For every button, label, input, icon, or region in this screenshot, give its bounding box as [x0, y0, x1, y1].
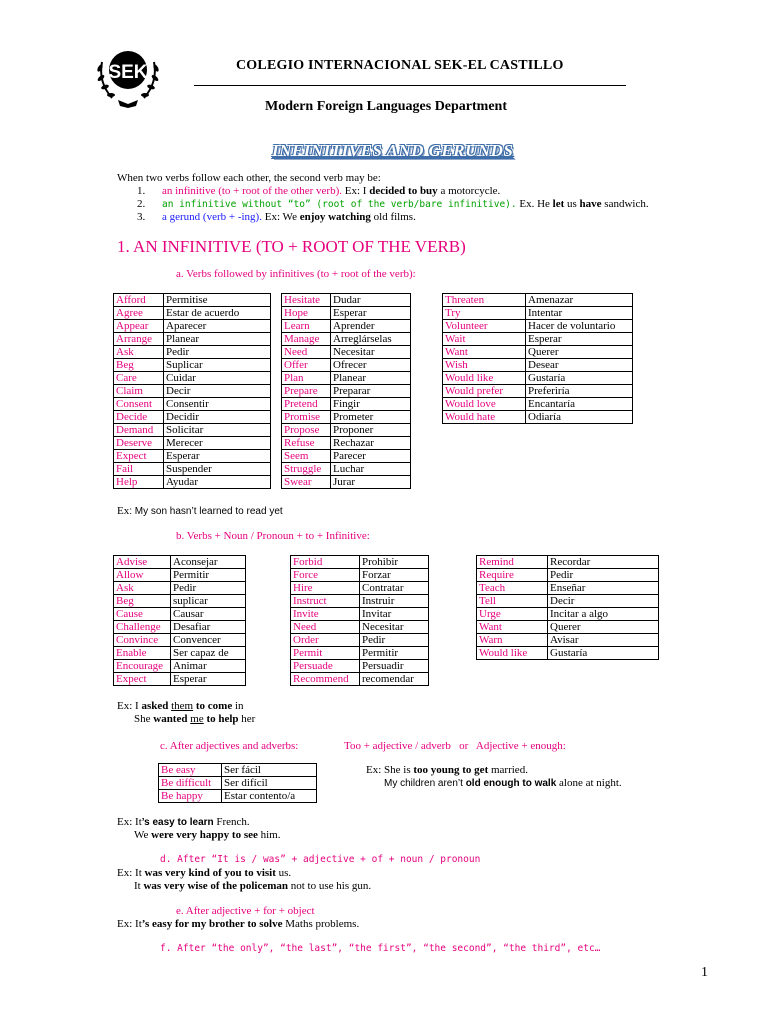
spanish-translation-cell: Luchar [331, 463, 411, 476]
table-row [443, 294, 633, 307]
table-row [443, 398, 633, 411]
spanish-translation-cell: Esperar [164, 450, 271, 463]
spanish-translation-cell: Ofrecer [331, 359, 411, 372]
table-row [114, 294, 271, 307]
spanish-translation-cell: Querer [526, 346, 633, 359]
spanish-translation-cell: Ayudar [164, 476, 271, 489]
table-row [114, 437, 271, 450]
table-row [282, 294, 411, 307]
english-verb-cell: Promise [282, 411, 331, 424]
spanish-translation-cell: Pedir [164, 346, 271, 359]
spanish-translation-cell: Estar contento/a [222, 790, 317, 803]
spanish-translation-cell: Suplicar [164, 359, 271, 372]
spanish-translation-cell: Querer [548, 621, 659, 634]
table-row [159, 764, 317, 777]
spanish-translation-cell: Contratar [360, 582, 429, 595]
table-row [282, 320, 411, 333]
example-c-right-1: Ex: She is too young to get married. [366, 764, 528, 776]
spanish-translation-cell: Intentar [526, 307, 633, 320]
english-verb-cell: Instruct [291, 595, 360, 608]
table-row [291, 556, 429, 569]
english-verb-cell: Be happy [159, 790, 222, 803]
english-verb-cell: Swear [282, 476, 331, 489]
english-verb-cell: Beg [114, 595, 171, 608]
table-row [443, 385, 633, 398]
table-row [443, 346, 633, 359]
spanish-translation-cell: Prohibir [360, 556, 429, 569]
table-row [114, 463, 271, 476]
english-verb-cell: Expect [114, 673, 171, 686]
table-row [443, 333, 633, 346]
english-verb-cell: Decide [114, 411, 164, 424]
verb-table-a3 [442, 293, 633, 424]
table-row [114, 582, 246, 595]
table-row [282, 359, 411, 372]
intro-list [137, 185, 649, 224]
table-row [291, 582, 429, 595]
table-row [477, 621, 659, 634]
english-verb-cell: Learn [282, 320, 331, 333]
english-verb-cell: Cause [114, 608, 171, 621]
spanish-translation-cell: Avisar [548, 634, 659, 647]
english-verb-cell: Hope [282, 307, 331, 320]
english-verb-cell: Forbid [291, 556, 360, 569]
english-verb-cell: Manage [282, 333, 331, 346]
spanish-translation-cell: Desear [526, 359, 633, 372]
spanish-translation-cell: Proponer [331, 424, 411, 437]
english-verb-cell: Agree [114, 307, 164, 320]
spanish-translation-cell: Fingir [331, 398, 411, 411]
subsection-f-label: f. After “the only”, “the last”, “the first”, “the second”, “the third”, etc… [160, 943, 601, 954]
spanish-translation-cell: Desafiar [171, 621, 246, 634]
english-verb-cell: Teach [477, 582, 548, 595]
logo-text: SEK [108, 62, 148, 83]
english-verb-cell: Would prefer [443, 385, 526, 398]
intro-item: 1. an infinitive (to + root of the other verb). Ex: I decided to buy a motorcycle. [137, 185, 501, 197]
spanish-translation-cell: Invitar [360, 608, 429, 621]
spanish-translation-cell: Permitir [360, 647, 429, 660]
english-verb-cell: Hesitate [282, 294, 331, 307]
english-verb-cell: Hire [291, 582, 360, 595]
spanish-translation-cell: Instruir [360, 595, 429, 608]
table-row [159, 790, 317, 803]
spanish-translation-cell: Necesitar [360, 621, 429, 634]
table-row [443, 359, 633, 372]
table-row [114, 359, 271, 372]
table-row [114, 608, 246, 621]
table-row [114, 647, 246, 660]
table-row [282, 385, 411, 398]
table-row [443, 320, 633, 333]
example-e: Ex: It’s easy for my brother to solve Maths problems. [117, 918, 360, 930]
spanish-translation-cell: Planear [164, 333, 271, 346]
table-row [291, 608, 429, 621]
spanish-translation-cell: Forzar [360, 569, 429, 582]
table-row [443, 307, 633, 320]
spanish-translation-cell: Jurar [331, 476, 411, 489]
english-verb-cell: Convince [114, 634, 171, 647]
spanish-translation-cell: Suspender [164, 463, 271, 476]
verb-table-c [158, 763, 317, 803]
spanish-translation-cell: Encantaría [526, 398, 633, 411]
spanish-translation-cell: Aparecer [164, 320, 271, 333]
english-verb-cell: Challenge [114, 621, 171, 634]
spanish-translation-cell: Pedir [360, 634, 429, 647]
table-row [291, 621, 429, 634]
table-row [477, 634, 659, 647]
english-verb-cell: Need [282, 346, 331, 359]
spanish-translation-cell: Esperar [331, 307, 411, 320]
table-row [282, 411, 411, 424]
table-row [477, 556, 659, 569]
spanish-translation-cell: Esperar [171, 673, 246, 686]
table-row [114, 320, 271, 333]
table-row [477, 595, 659, 608]
spanish-translation-cell: Aprender [331, 320, 411, 333]
spanish-translation-cell: Decir [164, 385, 271, 398]
spanish-translation-cell: suplicar [171, 595, 246, 608]
english-verb-cell: Persuade [291, 660, 360, 673]
english-verb-cell: Volunteer [443, 320, 526, 333]
spanish-translation-cell: Decidir [164, 411, 271, 424]
school-logo [92, 44, 164, 116]
english-verb-cell: Wait [443, 333, 526, 346]
english-verb-cell: Would like [443, 372, 526, 385]
table-row [114, 634, 246, 647]
spanish-translation-cell: Arreglárselas [331, 333, 411, 346]
table-row [114, 346, 271, 359]
english-verb-cell: Warn [477, 634, 548, 647]
intro-lead: When two verbs follow each other, the second verb may be: [117, 172, 381, 184]
subsection-c-label: c. After adjectives and adverbs: [160, 740, 299, 752]
example-d-2: It was very wise of the policeman not to use his gun. [134, 880, 372, 892]
spanish-translation-cell: Decir [548, 595, 659, 608]
english-verb-cell: Try [443, 307, 526, 320]
english-verb-cell: Prepare [282, 385, 331, 398]
english-verb-cell: Require [477, 569, 548, 582]
spanish-translation-cell: Aconsejar [171, 556, 246, 569]
spanish-translation-cell: Cuidar [164, 372, 271, 385]
example-d-1: Ex: It was very kind of you to visit us. [117, 867, 292, 879]
table-row [114, 333, 271, 346]
spanish-translation-cell: Esperar [526, 333, 633, 346]
spanish-translation-cell: Preparar [331, 385, 411, 398]
intro-item: 2. an infinitive without “to” (root of the verb/bare infinitive). Ex. He let us have sandwich. [137, 198, 649, 210]
english-verb-cell: Offer [282, 359, 331, 372]
table-row [291, 673, 429, 686]
english-verb-cell: Want [477, 621, 548, 634]
spanish-translation-cell: Prometer [331, 411, 411, 424]
spanish-translation-cell: Odiaría [526, 411, 633, 424]
english-verb-cell: Would love [443, 398, 526, 411]
table-row [291, 595, 429, 608]
spanish-translation-cell: Hacer de voluntario [526, 320, 633, 333]
example-b2: She wanted me to help her [134, 713, 256, 725]
header-divider [194, 85, 626, 86]
example-b1: Ex: I asked them to come in [117, 700, 244, 712]
spanish-translation-cell: Permitir [171, 569, 246, 582]
table-row [114, 411, 271, 424]
verb-table-b2 [290, 555, 429, 686]
english-verb-cell: Recommend [291, 673, 360, 686]
table-row [114, 673, 246, 686]
table-row [159, 777, 317, 790]
page-number: 1 [701, 965, 708, 980]
spanish-translation-cell: Planear [331, 372, 411, 385]
english-verb-cell: Fail [114, 463, 164, 476]
table-row [477, 569, 659, 582]
table-row [291, 660, 429, 673]
english-verb-cell: Afford [114, 294, 164, 307]
english-verb-cell: Pretend [282, 398, 331, 411]
english-verb-cell: Beg [114, 359, 164, 372]
english-verb-cell: Need [291, 621, 360, 634]
document-title: INFINITIVES AND GERUNDS [272, 141, 514, 160]
english-verb-cell: Demand [114, 424, 164, 437]
table-row [114, 621, 246, 634]
table-row [477, 647, 659, 660]
spanish-translation-cell: Merecer [164, 437, 271, 450]
english-verb-cell: Help [114, 476, 164, 489]
intro-item: 3. a gerund (verb + -ing). Ex: We enjoy watching old films. [137, 211, 416, 223]
spanish-translation-cell: Dudar [331, 294, 411, 307]
verb-table-b1 [113, 555, 246, 686]
english-verb-cell: Arrange [114, 333, 164, 346]
table-row [282, 437, 411, 450]
table-row [477, 608, 659, 621]
spanish-translation-cell: Ser difícil [222, 777, 317, 790]
table-row [282, 450, 411, 463]
table-row [114, 569, 246, 582]
table-row [114, 398, 271, 411]
english-verb-cell: Ask [114, 582, 171, 595]
table-row [282, 372, 411, 385]
english-verb-cell: Permit [291, 647, 360, 660]
table-row [114, 372, 271, 385]
english-verb-cell: Allow [114, 569, 171, 582]
subsection-c-formula: Too + adjective / adverb or Adjective + enough: [344, 740, 566, 752]
subsection-e-label: e. After adjective + for + object [176, 905, 315, 917]
table-row [114, 450, 271, 463]
english-verb-cell: Remind [477, 556, 548, 569]
table-row [282, 476, 411, 489]
english-verb-cell: Advise [114, 556, 171, 569]
spanish-translation-cell: Enseñar [548, 582, 659, 595]
table-row [443, 372, 633, 385]
table-row [291, 634, 429, 647]
section-heading: 1. AN INFINITIVE (TO + ROOT OF THE VERB) [117, 237, 466, 256]
table-row [114, 476, 271, 489]
english-verb-cell: Be easy [159, 764, 222, 777]
spanish-translation-cell: Ser capaz de [171, 647, 246, 660]
spanish-translation-cell: Consentir [164, 398, 271, 411]
table-row [114, 424, 271, 437]
school-name: COLEGIO INTERNACIONAL SEK-EL CASTILLO [236, 58, 564, 73]
table-row [114, 595, 246, 608]
subsection-b-label: b. Verbs + Noun / Pronoun + to + Infinitive: [176, 530, 370, 542]
table-row [477, 582, 659, 595]
english-verb-cell: Expect [114, 450, 164, 463]
english-verb-cell: Appear [114, 320, 164, 333]
english-verb-cell: Be difficult [159, 777, 222, 790]
spanish-translation-cell: Incitar a algo [548, 608, 659, 621]
spanish-translation-cell: recomendar [360, 673, 429, 686]
english-verb-cell: Care [114, 372, 164, 385]
english-verb-cell: Enable [114, 647, 171, 660]
table-row [282, 463, 411, 476]
spanish-translation-cell: Causar [171, 608, 246, 621]
english-verb-cell: Tell [477, 595, 548, 608]
table-row [114, 660, 246, 673]
spanish-translation-cell: Preferiría [526, 385, 633, 398]
table-row [291, 647, 429, 660]
english-verb-cell: Would like [477, 647, 548, 660]
department-name: Modern Foreign Languages Department [265, 99, 507, 114]
english-verb-cell: Deserve [114, 437, 164, 450]
example-c-left-1: Ex: It’s easy to learn French. [117, 816, 250, 828]
table-row [282, 346, 411, 359]
spanish-translation-cell: Permitise [164, 294, 271, 307]
verb-table-b3 [476, 555, 659, 660]
english-verb-cell: Consent [114, 398, 164, 411]
english-verb-cell: Propose [282, 424, 331, 437]
table-row [114, 556, 246, 569]
english-verb-cell: Order [291, 634, 360, 647]
table-row [282, 307, 411, 320]
english-verb-cell: Threaten [443, 294, 526, 307]
spanish-translation-cell: Rechazar [331, 437, 411, 450]
spanish-translation-cell: Convencer [171, 634, 246, 647]
spanish-translation-cell: Pedir [548, 569, 659, 582]
table-row [282, 424, 411, 437]
table-row [282, 333, 411, 346]
example-c-left-2: We were very happy to see him. [134, 829, 281, 841]
verb-table-a2 [281, 293, 411, 489]
verb-table-a1 [113, 293, 271, 489]
spanish-translation-cell: Solicitar [164, 424, 271, 437]
example-a: Ex: My son hasn’t learned to read yet [117, 505, 283, 517]
spanish-translation-cell: Ser fácil [222, 764, 317, 777]
english-verb-cell: Claim [114, 385, 164, 398]
table-row [114, 385, 271, 398]
table-row [282, 398, 411, 411]
spanish-translation-cell: Pedir [171, 582, 246, 595]
english-verb-cell: Urge [477, 608, 548, 621]
spanish-translation-cell: Persuadir [360, 660, 429, 673]
english-verb-cell: Force [291, 569, 360, 582]
spanish-translation-cell: Amenazar [526, 294, 633, 307]
spanish-translation-cell: Animar [171, 660, 246, 673]
english-verb-cell: Would hate [443, 411, 526, 424]
english-verb-cell: Wish [443, 359, 526, 372]
spanish-translation-cell: Parecer [331, 450, 411, 463]
english-verb-cell: Struggle [282, 463, 331, 476]
example-c-right-2: My children aren’t old enough to walk alone at night. [384, 777, 622, 789]
english-verb-cell: Seem [282, 450, 331, 463]
subsection-a-label: a. Verbs followed by infinitives (to + root of the verb): [176, 268, 416, 280]
spanish-translation-cell: Gustaría [548, 647, 659, 660]
spanish-translation-cell: Recordar [548, 556, 659, 569]
english-verb-cell: Encourage [114, 660, 171, 673]
spanish-translation-cell: Gustaría [526, 372, 633, 385]
spanish-translation-cell: Necesitar [331, 346, 411, 359]
table-row [291, 569, 429, 582]
spanish-translation-cell: Estar de acuerdo [164, 307, 271, 320]
english-verb-cell: Ask [114, 346, 164, 359]
english-verb-cell: Want [443, 346, 526, 359]
table-row [114, 307, 271, 320]
english-verb-cell: Refuse [282, 437, 331, 450]
table-row [443, 411, 633, 424]
english-verb-cell: Plan [282, 372, 331, 385]
subsection-d-label: d. After “It is / was” + adjective + of + noun / pronoun [160, 854, 481, 865]
english-verb-cell: Invite [291, 608, 360, 621]
